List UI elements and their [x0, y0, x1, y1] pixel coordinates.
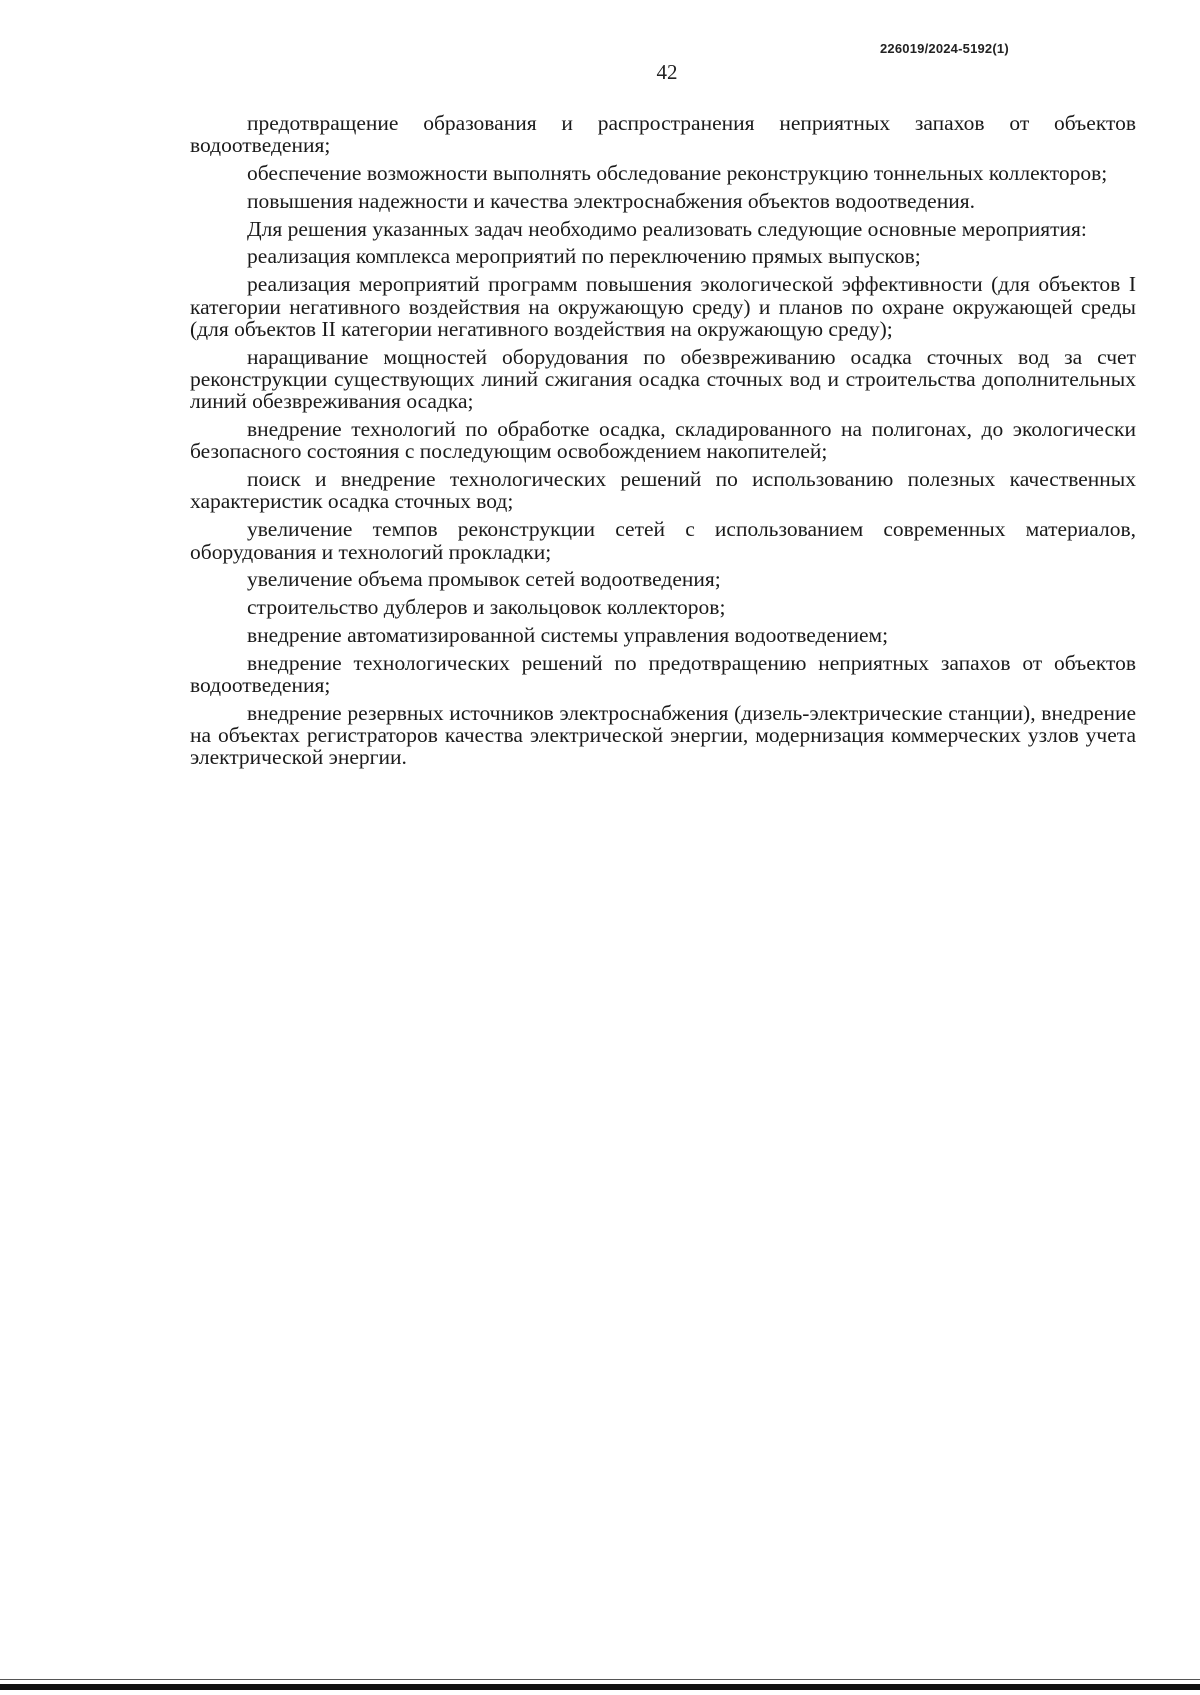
scan-edge-line [0, 1679, 1200, 1680]
paragraph: повышения надежности и качества электроснабжения объектов водоотведения. [247, 188, 975, 213]
paragraph: строительство дублеров и закольцовок коллекторов; [247, 595, 726, 620]
paragraph: обеспечение возможности выполнять обследование реконструкцию тоннельных коллекторов; [247, 161, 1108, 186]
paragraph: внедрение резервных источников электроснабжения (дизель-электрические станции), внедрение на объектах регистраторов качества электрической энергии, модернизация коммерческих узлов учета электрической энергии. [190, 700, 1136, 770]
paragraph: реализация мероприятий программ повышения экологической эффективности (для объектов I категории негативного воздействия на окружающую среду) и планов по охране окружающей среды (для объектов II категории негативного воздействия на окружающую среду); [190, 272, 1136, 341]
paragraph: поиск и внедрение технологических решений по использованию полезных качественных характеристик осадка сточных вод; [190, 467, 1136, 514]
paragraph: увеличение темпов реконструкции сетей с использованием современных материалов, оборудования и технологий прокладки; [190, 517, 1136, 564]
paragraph: внедрение автоматизированной системы управления водоотведением; [247, 622, 889, 647]
paragraph: внедрение технологических решений по предотвращению неприятных запахов от объектов водоотведения; [190, 650, 1136, 698]
document-id: 226019/2024-5192(1) [880, 41, 1009, 56]
paragraph: внедрение технологий по обработке осадка, складированного на полигонах, до экологически безопасного состояния с последующим освобождением накопителей; [190, 417, 1136, 464]
paragraph: реализация комплекса мероприятий по переключению прямых выпусков; [247, 244, 921, 269]
page-number: 42 [656, 60, 678, 84]
paragraph: наращивание мощностей оборудования по обезвреживанию осадка сточных вод за счет реконструкции существующих линий сжигания осадка сточных вод и строительства дополнительных линий обезвреживания осадка; [190, 344, 1136, 414]
body-text [190, 112, 1136, 774]
paragraph: предотвращение образования и распространения неприятных запахов от объектов водоотведения; [190, 111, 1136, 158]
paragraph: Для решения указанных задач необходимо реализовать следующие основные мероприятия: [247, 216, 1087, 241]
paragraph: увеличение объема промывок сетей водоотведения; [247, 567, 721, 592]
scan-edge-bar [0, 1684, 1200, 1690]
